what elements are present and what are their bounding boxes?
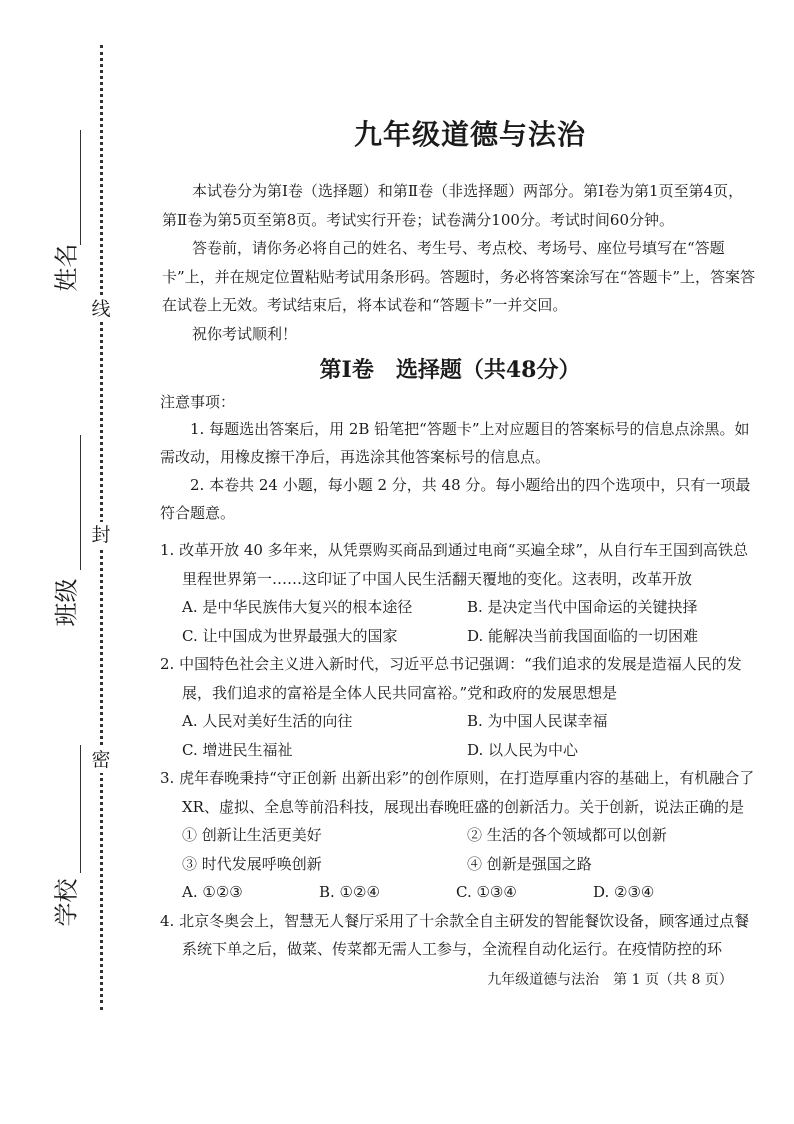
name-label: 姓名 <box>52 243 81 292</box>
note-item: 2. 本卷共 24 小题，每小题 2 分，共 48 分。每小题给出的四个选项中，只有一项最符合题意。 <box>160 476 751 522</box>
class-label: 班级 <box>52 578 81 627</box>
page-footer: 九年级道德与法治 第 1 页（共 8 页） <box>487 972 733 988</box>
statement-2: ② 生活的各个领域都可以创新 <box>467 826 667 844</box>
question-4 <box>160 907 760 964</box>
question-stem: 2. 中国特色社会主义进入新时代，习近平总书记强调：“我们追求的发展是造福人民的发展，我们追求的富裕是全体人民共同富裕。”党和政府的发展思想是 <box>160 655 742 702</box>
option-a[interactable]: A. 是中华民族伟大复兴的根本途径 <box>182 598 413 616</box>
cut-mark-mi: 密 <box>88 747 114 773</box>
statement-3: ③ 时代发展呼唤创新 <box>182 854 322 873</box>
option-b[interactable]: B. 为中国人民谋幸福 <box>467 712 608 730</box>
statement-1: ① 创新让生活更美好 <box>182 826 322 844</box>
question-stem: 1. 改革开放 40 多年来，从凭票购买商品到通过电商“买遍全球”，从自行车王国到高铁总里程世界第一……这印证了中国人民生活翻天覆地的变化。这表明，改革开放 <box>160 541 749 588</box>
question-2 <box>160 650 760 764</box>
option-c[interactable]: C. 增进民生福祉 <box>182 740 293 759</box>
instruction-paragraph: 答卷前，请你务必将自己的姓名、考生号、考点校、考场号、座位号填写在“答题卡”上，并在规定位置粘贴考试用条形码。答题时，务必将答案涂写在“答题卡”上，答案答在试卷上无效。考试结束后，将本试卷和“答题卡”一并交回。 <box>162 239 756 314</box>
notes <box>160 389 760 527</box>
option-b[interactable]: B. ①②④ <box>319 883 380 901</box>
class-field[interactable] <box>34 435 84 635</box>
statement-4: ④ 创新是强国之路 <box>467 854 592 873</box>
option-d[interactable]: D. 能解决当前我国面临的一切困难 <box>467 626 699 645</box>
section-title: 第Ⅰ卷 选择题（共48分） <box>319 357 581 383</box>
name-field[interactable] <box>34 130 84 290</box>
option-b[interactable]: B. 是决定当代中国命运的关键抉择 <box>467 598 698 616</box>
option-d[interactable]: D. ②③④ <box>593 883 655 901</box>
option-d[interactable]: D. 以人民为中心 <box>467 740 579 759</box>
instructions <box>162 177 757 348</box>
question-stem: 4. 北京冬奥会上，智慧无人餐厅采用了十余款全自主研发的智能餐饮设备，顾客通过点餐系统下单之后，做菜、传菜都无需人工参与，全流程自动化运行。在疫情防控的环 <box>160 911 750 958</box>
option-list <box>160 878 760 907</box>
school-label: 学校 <box>52 878 81 927</box>
option-list <box>160 707 760 764</box>
instruction-paragraph: 本试卷分为第Ⅰ卷（选择题）和第Ⅱ卷（非选择题）两部分。第Ⅰ卷为第1页至第4页，第Ⅱ卷为第5页至第8页。考试实行开卷；试卷满分100分。考试时间60分钟。 <box>162 182 744 229</box>
cut-mark-xian: 线 <box>88 296 114 322</box>
page-title: 九年级道德与法治 <box>353 118 586 151</box>
question-list <box>160 536 760 964</box>
good-luck-text: 祝你考试顺利！ <box>192 324 298 343</box>
question-stem: 3. 虎年春晚秉持“守正创新 出新出彩”的创作原则，在打造厚重内容的基础上，有机融合了 XR、虚拟、全息等前沿科技，展现出春晚旺盛的创新活力。关于创新，说法正确的是 <box>160 769 755 816</box>
option-c[interactable]: C. ①③④ <box>456 883 517 901</box>
question-3 <box>160 764 760 907</box>
class-write-line <box>80 435 81 570</box>
binding-margin <box>0 0 140 1124</box>
note-item: 1. 每题选出答案后，用 2B 铅笔把“答题卡”上对应题目的答案标号的信息点涂黑。如需改动，用橡皮擦干净后，再选涂其他答案标号的信息点。 <box>160 420 750 466</box>
statement-list <box>160 821 760 878</box>
option-a[interactable]: A. 人民对美好生活的向往 <box>182 712 353 730</box>
cut-mark-feng: 封 <box>88 522 114 548</box>
school-write-line <box>80 745 81 873</box>
school-field[interactable] <box>34 745 84 935</box>
option-list <box>160 593 760 650</box>
option-c[interactable]: C. 让中国成为世界最强大的国家 <box>182 626 398 645</box>
question-1 <box>160 536 760 650</box>
option-a[interactable]: A. ①②③ <box>182 883 243 901</box>
notes-label: 注意事项： <box>160 393 236 411</box>
name-write-line <box>80 130 81 245</box>
